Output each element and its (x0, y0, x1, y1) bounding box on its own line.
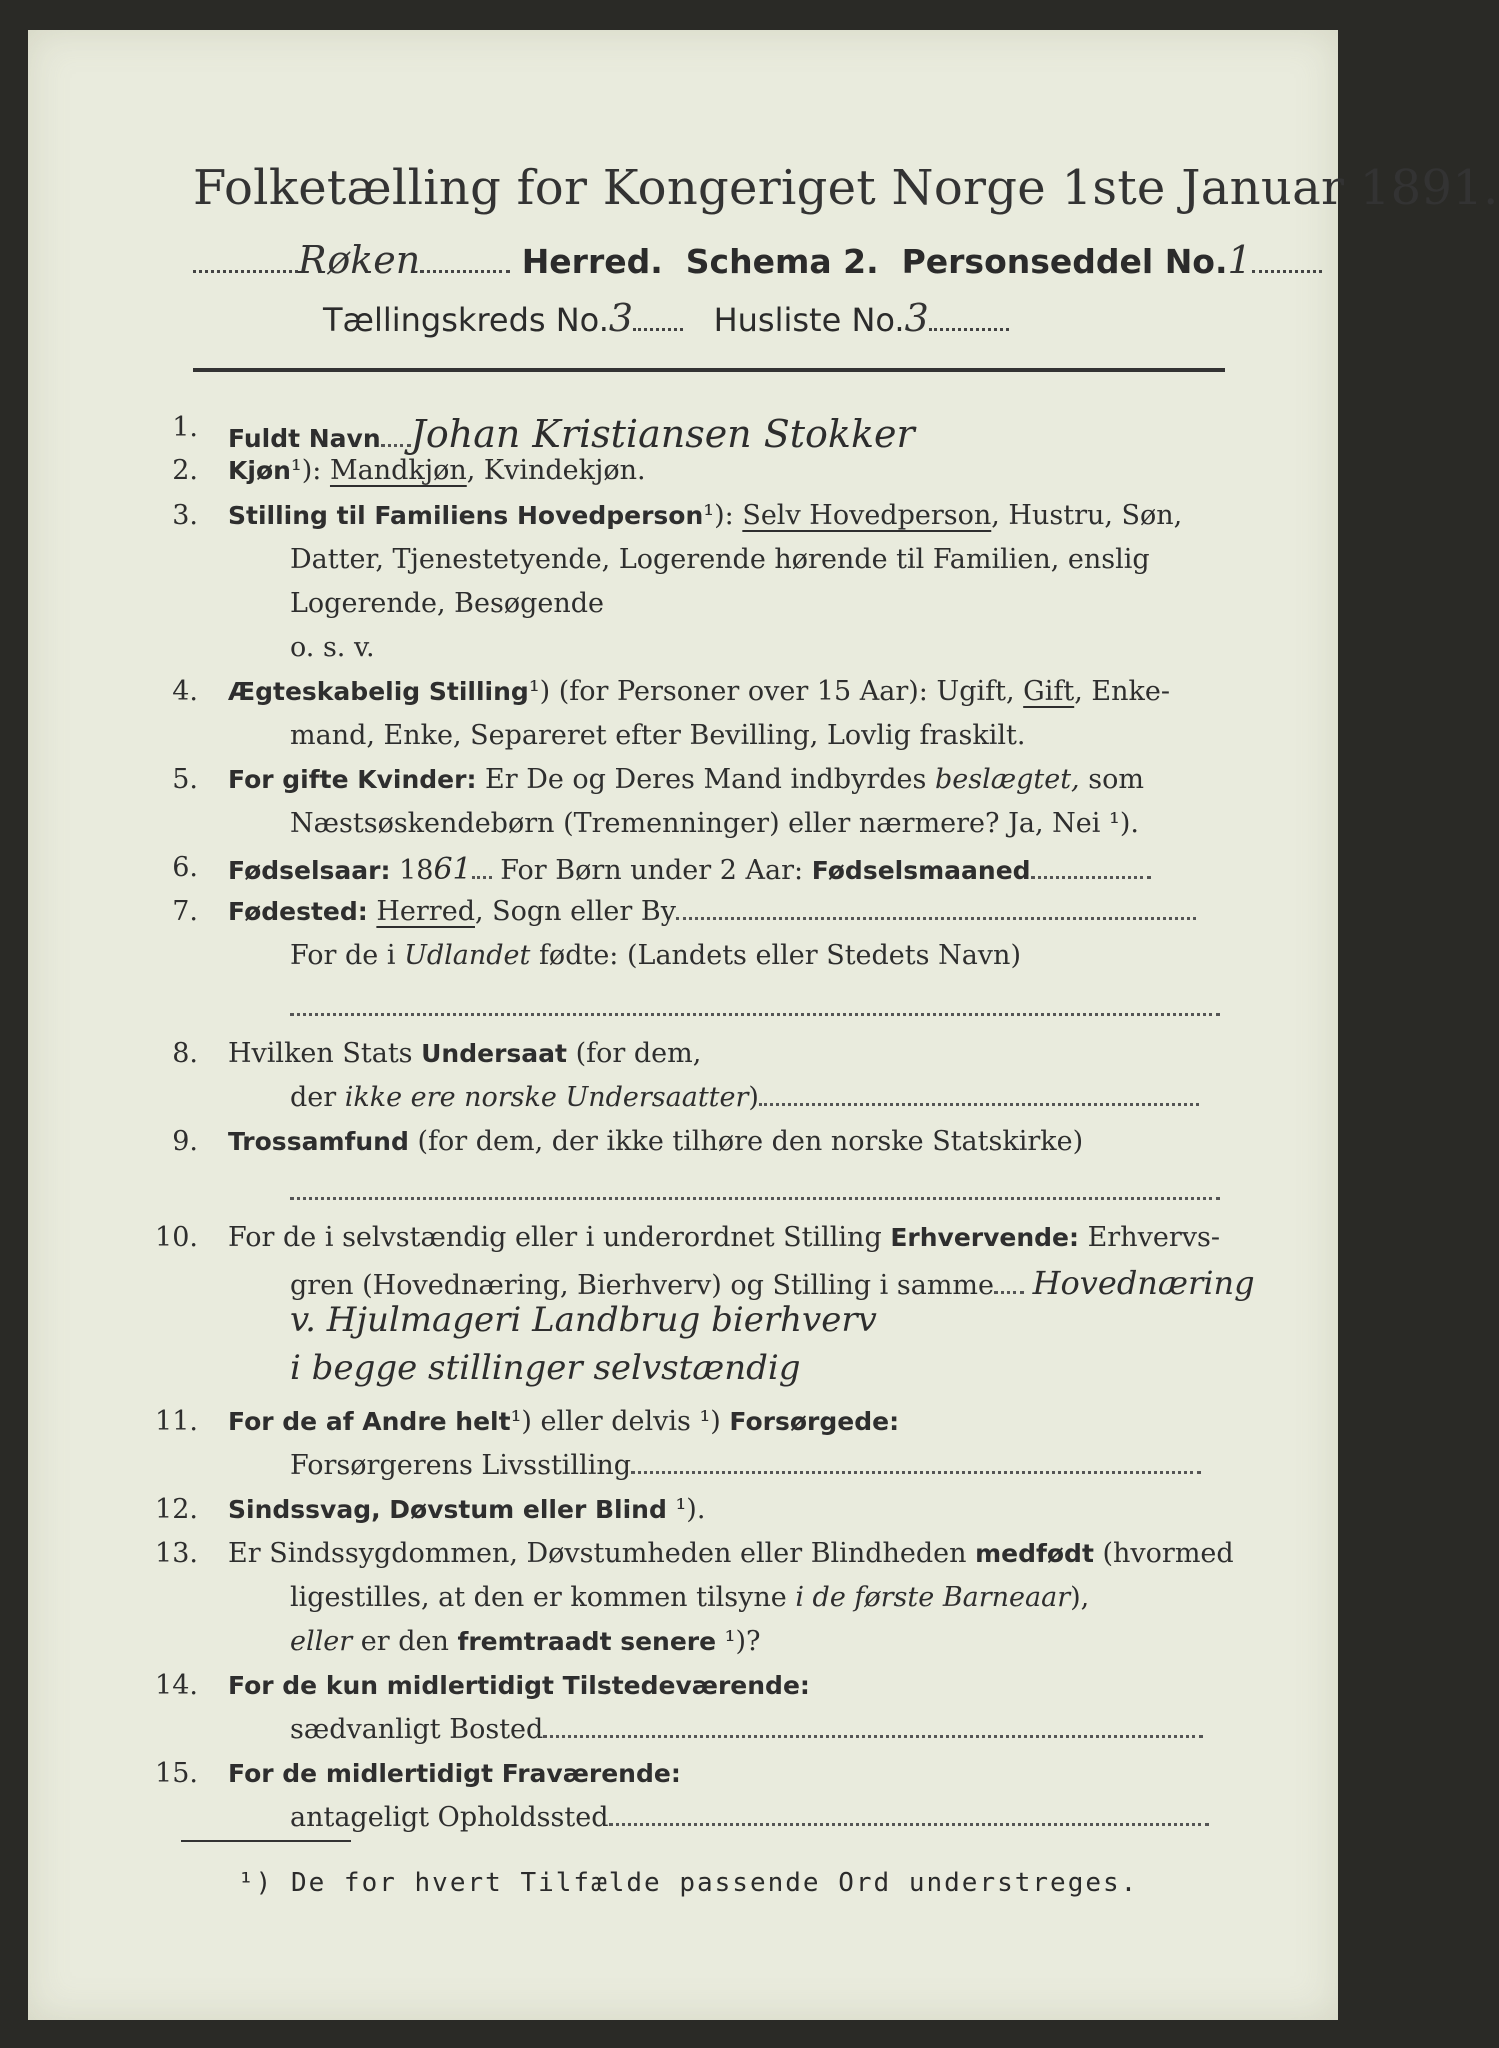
kreds-label: Tællingskreds No. (323, 301, 609, 339)
personseddel-number: 1 (1227, 238, 1252, 282)
schema-label: Schema 2. (685, 242, 879, 281)
form-title: Folketælling for Kongeriget Norge 1ste Januar 1891. (193, 160, 1499, 216)
census-form-sheet: Folketælling for Kongeriget Norge 1ste Januar 1891. Røken Herred. Schema 2. Personseddel No.1 Tællingskreds No.3 Husliste No.3 1. Fuldt Navn Johan Kristiansen Stokker 2. Kjøn¹): Mandkjøn, Kvindekjøn. 3. Stilling til Familiens Hovedperson¹): Selv Hovedperson, Hustru, Søn, Datter, Tjenestetyende, Logerende hørende til Familien, enslig Logerende, Besøgende o. s. v. 4. Ægteskabelig Stilling¹) (for Personer over 15 Aar): Ugift, Gift, Enke- mand, Enke, Separeret efter Bevilling, Lovlig fraskilt. 5. For gifte Kvinder: Er De og Deres Mand indbyrdes beslægtet, som Næstsøskendebørn (Tremenninger) eller nærmere? Ja, Nei ¹). 6. Fødselsaar: 1861 For Børn under 2 Aar: Fødselsmaaned 7. Fødested: Herred, Sogn eller By For de i Udlandet fødte: (Landets eller Stedets Navn) 8. Hvilken Stats Undersaat (for dem, der ikke ere norske Undersaatter) 9. Trossamfund (for dem, der ikke tilhøre den norske Statskirke) 10. For de i selvstændig eller i underordnet Stilling Erhvervende: Erhvervs- gren (Hovednæring, Bierhverv) og Stilling i samme Hovednæring v. Hjulmageri Landbrug bierhverv i begge stillinger selvstændig 11. For de af Andre helt¹) eller delvis ¹) Forsørgede: Forsørgerens Livsstilling 12. Sindssvag, Døvstum eller Blind ¹). 13. Er Sindssygdommen, Døvstumheden eller Blindheden medfødt (hvormed ligestilles, at den er kommen tilsyne i de første Barneaar), eller er den fremtraadt senere ¹)? 14. For de kun midlertidigt Tilstedeværende: sædvanligt Bosted 15. For de midlertidigt Fraværende: antageligt Opholdssted ¹) De for hvert Tilfælde passende Ord understreges. (28, 30, 1338, 2020)
header-line-herred (193, 238, 1252, 282)
occupation-handwritten-1: Hovednæring (1032, 1264, 1255, 1302)
husliste-label: Husliste No. (713, 301, 905, 339)
position-selected: Selv Hovedperson (742, 500, 992, 531)
occupation-handwritten-3: i begge stillinger selvstændig (290, 1348, 801, 1388)
sex-selected: Mandkjøn (329, 455, 467, 486)
personseddel-label: Personseddel No. (901, 242, 1228, 281)
occupation-handwritten-2: v. Hjulmageri Landbrug bierhverv (290, 1300, 877, 1340)
husliste-number: 3 (904, 296, 929, 340)
full-name-handwritten: Johan Kristiansen Stokker (410, 412, 915, 456)
marital-selected: Gift (1023, 676, 1075, 707)
kreds-number: 3 (608, 296, 634, 340)
footnote: ¹) De for hvert Tilfælde passende Ord understreges. (238, 1868, 1139, 1898)
header-line-kreds (323, 296, 1009, 340)
birthplace-selected: Herred (376, 896, 475, 927)
herred-name: Røken (298, 238, 421, 282)
footnote-rule (181, 1840, 351, 1842)
birth-year-handwritten: 61 (433, 852, 472, 887)
herred-label: Herred. (521, 242, 663, 281)
header-divider (193, 368, 1225, 372)
